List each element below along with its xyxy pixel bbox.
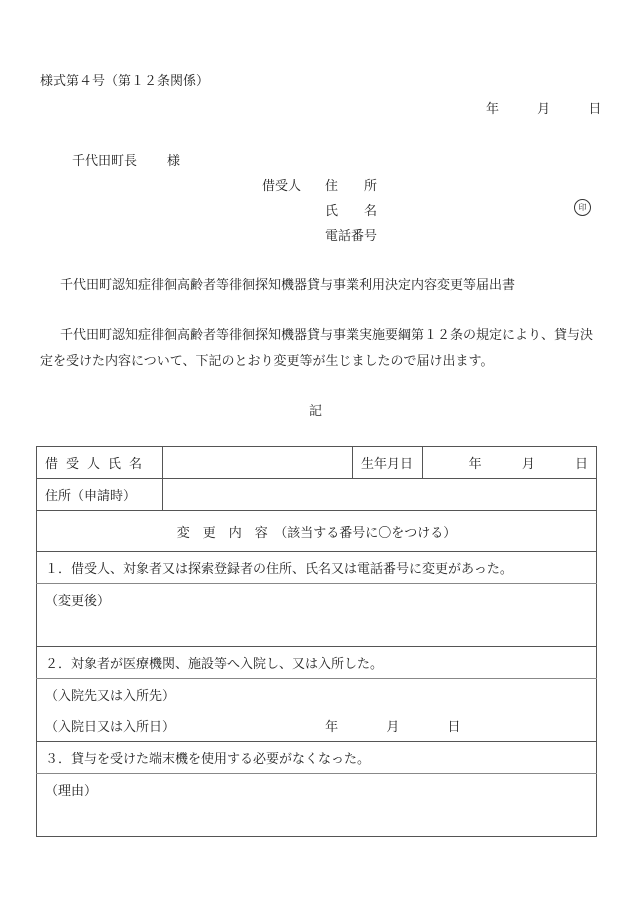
change-item-3-note[interactable]: （理由） [37,774,597,837]
admission-month: 月 [386,720,400,735]
addressee-honorific: 様 [167,154,181,169]
table-row [37,511,597,552]
document-title: 千代田町認知症徘徊高齢者等徘徊探知機器貸与事業利用決定内容変更等届出書 [60,278,516,293]
changes-header: 変 更 内 容 （該当する番号に〇をつける） [37,511,597,552]
table-row [37,447,597,479]
change-item-2-date-row[interactable] [37,710,597,742]
applicant-label: 借受人 [262,179,302,194]
admission-day: 日 [447,720,461,735]
table-row [37,742,597,774]
table-row [37,774,597,837]
notification-form-table [36,446,597,837]
table-row [37,584,597,647]
table-row [37,679,597,711]
admission-year: 年 [325,720,339,735]
borrower-name-field[interactable] [163,447,353,479]
birth-date-label: 生年月日 [353,447,423,479]
change-item-1-note[interactable]: （変更後） [37,584,597,647]
date-month: 月 [537,102,551,117]
change-item-1[interactable]: １．借受人、対象者又は探索登録者の住所、氏名又は電話番号に変更があった。 [37,552,597,584]
address-field[interactable] [163,479,597,511]
date-year: 年 [486,102,500,117]
table-row [37,479,597,511]
table-row [37,647,597,679]
birth-year: 年 [468,457,482,472]
applicant-name-label: 氏 名 [325,204,378,219]
table-row [37,552,597,584]
change-item-2-note-2: （入院日又は入所日） [45,720,176,735]
addressee [72,150,180,169]
ki-heading: 記 [309,404,323,419]
form-number: 様式第４号（第１２条関係） [40,74,210,89]
change-item-3[interactable]: ３．貸与を受けた端末機を使用する必要がなくなった。 [37,742,597,774]
birth-month: 月 [521,457,535,472]
admission-date [325,716,460,735]
birth-date-field[interactable] [423,447,597,479]
applicant-phone-label: 電話番号 [325,229,378,244]
date-day: 日 [588,102,602,117]
change-item-2[interactable]: ２．対象者が医療機関、施設等へ入院し、又は入所した。 [37,647,597,679]
applicant-address-label: 住 所 [325,179,378,194]
submission-date [486,98,601,117]
change-item-2-note-1[interactable]: （入院先又は入所先） [37,679,597,711]
table-row [37,710,597,742]
addressee-name: 千代田町長 [72,154,138,169]
borrower-name-label: 借受人氏名 [37,447,163,479]
address-label: 住所（申請時） [37,479,163,511]
birth-day: 日 [574,457,588,472]
seal-mark: 印 [574,199,591,216]
body-paragraph: 千代田町認知症徘徊高齢者等徘徊探知機器貸与事業実施要綱第１２条の規定により、貸与決定を受けた内容について、下記のとおり変更等が生じましたので届け出ます。 [40,328,594,369]
